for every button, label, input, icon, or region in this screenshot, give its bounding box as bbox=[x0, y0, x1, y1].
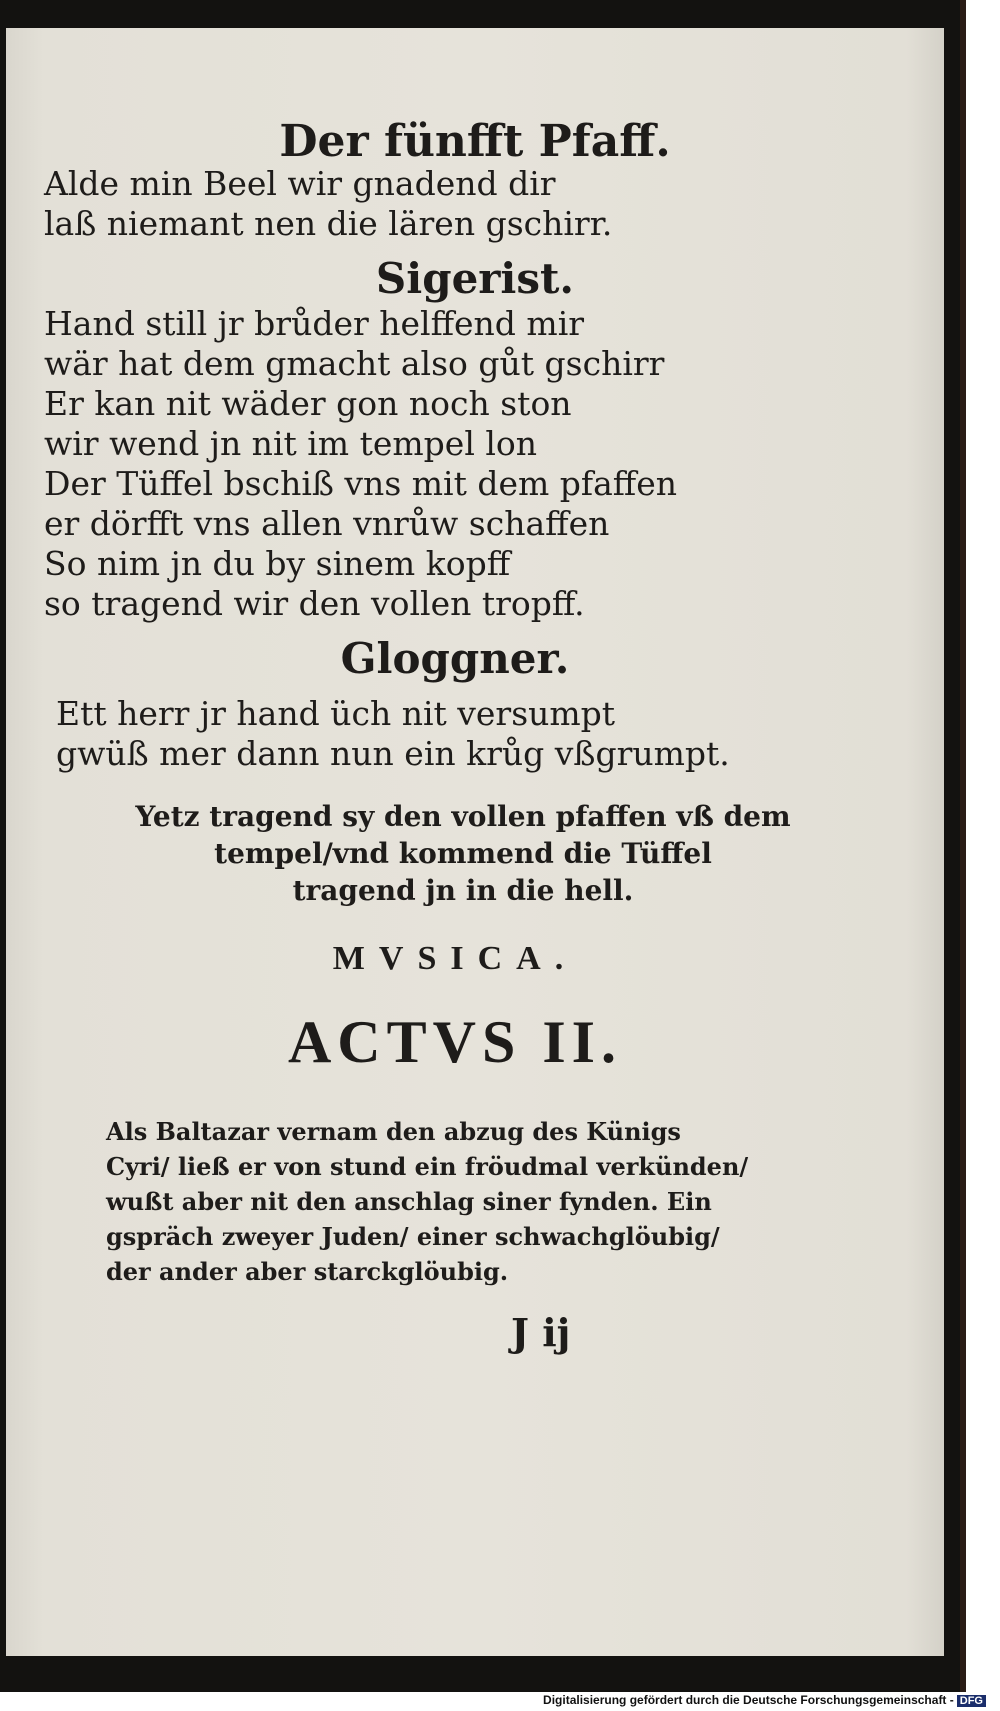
credit-text: Digitalisierung gefördert durch die Deutsche Forschungsgemeinschaft - bbox=[543, 1693, 954, 1707]
verse-line: er dörfft vns allen vnrůw schaffen bbox=[44, 504, 610, 543]
verse-block-1 bbox=[44, 164, 612, 244]
speaker-heading-gloggner: Gloggner. bbox=[340, 634, 570, 683]
argument-line: der ander aber starckglöubig. bbox=[106, 1257, 509, 1286]
verse-line: wir wend jn nit im tempel lon bbox=[44, 424, 538, 463]
dfg-logo: DFG bbox=[957, 1695, 986, 1707]
verse-line: so tragend wir den vollen tropff. bbox=[44, 584, 585, 623]
act-argument bbox=[106, 1114, 748, 1289]
stage-line: tempel/vnd kommend die Tüffel bbox=[214, 837, 712, 870]
digitization-credit bbox=[543, 1693, 986, 1707]
act-heading: ACTVS II. bbox=[287, 1009, 623, 1075]
stage-line: Yetz tragend sy den vollen pfaffen vß dem bbox=[135, 800, 791, 833]
verse-line: Hand still jr brůder helffend mir bbox=[44, 304, 585, 343]
argument-line: gspräch zweyer Juden/ einer schwachglöubig/ bbox=[106, 1222, 720, 1251]
book-page bbox=[6, 28, 944, 1656]
verse-line: Alde min Beel wir gnadend dir bbox=[44, 164, 556, 203]
speaker-heading-sigerist: Sigerist. bbox=[375, 254, 575, 303]
stage-direction bbox=[0, 798, 932, 909]
argument-line: Cyri/ ließ er von stund ein fröudmal verkünden/ bbox=[106, 1152, 749, 1181]
verse-line: gwüß mer dann nun ein krůg vßgrumpt. bbox=[56, 734, 730, 773]
stage-line: tragend jn in die hell. bbox=[292, 874, 634, 907]
signature-mark: J ij bbox=[511, 1310, 571, 1355]
verse-block-2 bbox=[44, 304, 677, 624]
verse-block-3 bbox=[56, 694, 730, 774]
verse-line: So nim jn du by sinem kopff bbox=[44, 544, 511, 583]
verse-line: Er kan nit wäder gon noch ston bbox=[44, 384, 572, 423]
verse-line: Ett herr jr hand üch nit versumpt bbox=[56, 694, 616, 733]
musica-heading: MVSICA. bbox=[332, 940, 578, 977]
argument-line: Als Baltazar vernam den abzug des Künigs bbox=[106, 1117, 681, 1146]
verse-line: wär hat dem gmacht also gůt gschirr bbox=[44, 344, 665, 383]
verse-line: Der Tüffel bschiß vns mit dem pfaffen bbox=[44, 464, 678, 503]
speaker-heading-fuenfft-pfaff: Der fünfft Pfaff. bbox=[279, 116, 671, 167]
verse-line: laß niemant nen die lären gschirr. bbox=[44, 204, 613, 243]
argument-line: wußt aber nit den anschlag siner fynden. Ein bbox=[106, 1187, 712, 1216]
